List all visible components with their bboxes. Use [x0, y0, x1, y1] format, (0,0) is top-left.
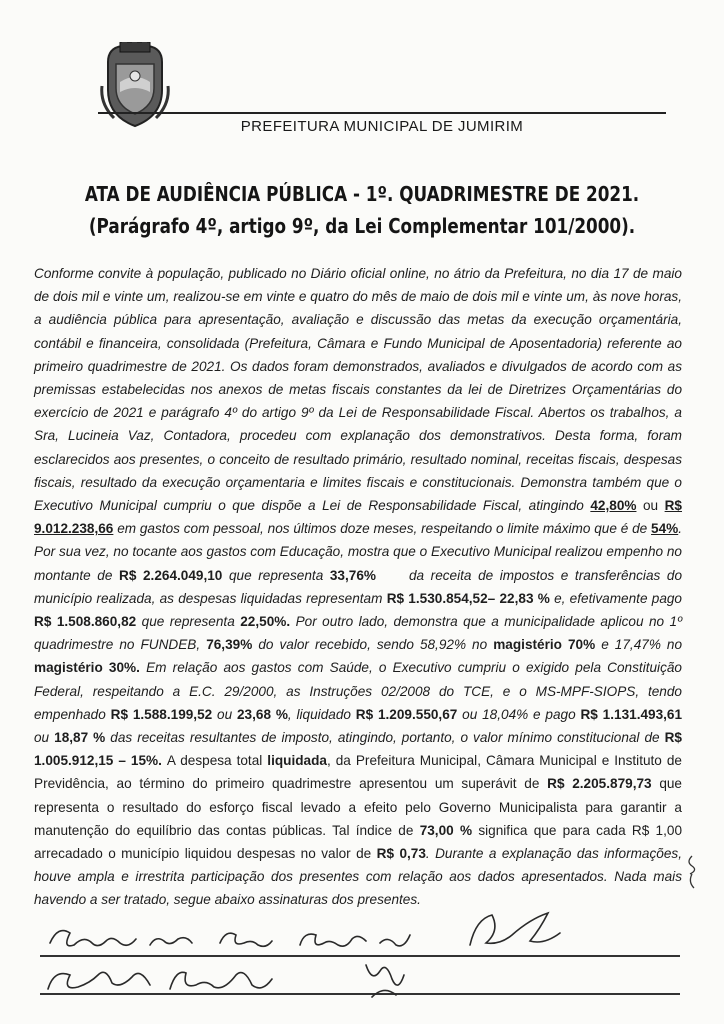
minutes-body: Conforme convite à população, publicado no Diário oficial online, no átrio da Prefeitura, no dia 17 de maio de dois mil e vinte um, realizou-se em vinte e quatro do mês de maio de dois mil e vinte um, às nove horas, a audiência pública para apresentação, avaliação e discussão das metas da execução orçamentária, contábil e financeira, consolidada (Prefeitura, Câmara e Fundo Municipal de Aposentadoria) referente ao primeiro quadrimestre de 2021. Os dados foram demonstrados, avaliados e divulgados de acordo com as premissas estabelecidas nos anexos de metas fiscais constantes da lei de Diretrizes Orçamentárias do exercício de 2021 e parágrafo 4º do artigo 9º da Lei de Responsabilidade Fiscal. Abertos os trabalhos, a Sra, Lucineia Vaz, Contadora, procedeu com explanação dos demonstrativos. Desta forma, foram esclarecidos aos presentes, o conceito de resultado primário, resultado nominal, receitas fiscais, despesas fiscais, resultado da execução orçamentaria e limites fiscais e constitucionais. Demonstra também que o Executivo Municipal cumpriu o que dispõe a Lei de Responsabilidade Fiscal, atingindo 42,80% ou R$ 9.012.238,66 em gastos com pessoal, nos últimos doze meses, respeitando o limite máximo que é de 54%. Por sua vez, no tocante aos gastos com Educação, mostra que o Executivo Municipal realizou empenho no montante de R$ 2.264.049,10 que representa 33,76% da receita de impostos e transferências do município realizada, as despesas liquidadas representam R$ 1.530.854,52– 22,83 % e, efetivamente pago R$ 1.508.860,82 que representa 22,50%. Por outro lado, demonstra que a municipalidade aplicou no 1º quadrimestre no FUNDEB, 76,39% do valor recebido, sendo 58,92% no magistério 70% e 17,47% no magistério 30%. Em relação aos gastos com Saúde, o Executivo cumpriu o exigido pela Constituição Federal, respeitando a E.C. 29/2000, as Instruções 02/2008 do TCE, e o MS-MPF-SIOPS, tendo empenhado R$ 1.588.199,52 ou 23,68 %, liquidado R$ 1.209.550,67 ou 18,04% e pago R$ 1.131.493,61 ou 18,87 % das receitas resultantes de imposto, atingindo, portanto, o valor mínimo constitucional de R$ 1.005.912,15 – 15%. A despesa total liquidada, da Prefeitura Municipal, Câmara Municipal e Instituto de Previdência, ao término do primeiro quadrimestre apresentou um superávit de R$ 2.205.879,73 que representa o resultado do esforço fiscal levado a efeito pelo Governo Municipalista para garantir a manutenção do equilíbrio das contas públicas. Tal índice de 73,00 % significa que para cada R$ 1,00 arrecadado o município liquidou despesas no valor de R$ 0,73. Durante a explanação das informações, houve ampla e irrestrita participação dos presentes com relação aos dados apresentados. Nada mais havendo a ser tratado, segue abaixo assinaturas dos presentes. — [34, 266, 683, 908]
signatures-area — [0, 905, 724, 1024]
header-title: PREFEITURA MUNICIPAL DE JUMIRIM — [240, 118, 524, 135]
municipal-crest-icon — [100, 42, 170, 128]
document-title: ATA DE AUDIÊNCIA PÚBLICA - 1º. QUADRIMESTRE DE 2021. — [84, 182, 640, 206]
header-rule — [98, 112, 666, 114]
document-subtitle: (Parágrafo 4º, artigo 9º, da Lei Complementar 101/2000). — [88, 214, 636, 238]
handwritten-signatures — [0, 905, 724, 1024]
margin-initial-signature — [682, 852, 702, 892]
